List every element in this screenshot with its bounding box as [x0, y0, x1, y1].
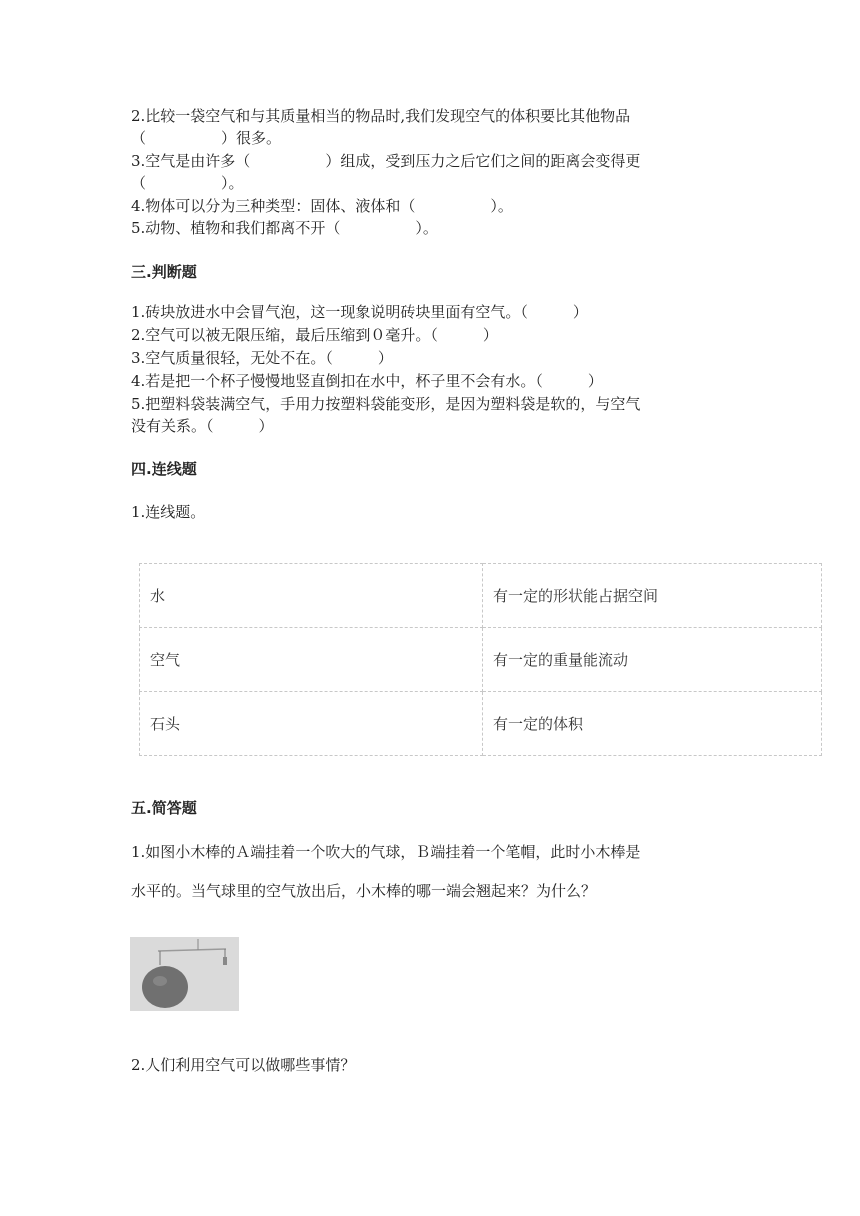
balloon-photo [130, 937, 239, 1011]
short-answer-q2: 2.人们利用空气可以做哪些事情？ [131, 1056, 356, 1074]
table-row [140, 628, 822, 692]
judge-q5-line2: 没有关系。（ ） [131, 417, 274, 435]
matching-left-cell: 水 [140, 564, 483, 628]
judge-q1: 1.砖块放进水中会冒气泡，这一现象说明砖块里面有空气。（ ） [131, 303, 588, 321]
short-answer-q1-line1: 1.如图小木棒的Ａ端挂着一个吹大的气球，Ｂ端挂着一个笔帽，此时小木棒是 [131, 843, 641, 861]
matching-left-cell: 石头 [140, 692, 483, 756]
table-row [140, 692, 822, 756]
q4-text: 4.物体可以分为三种类型：固体、液体和（ ）。 [131, 197, 513, 215]
q3-text-line1: 3.空气是由许多（ ）组成，受到压力之后它们之间的距离会变得更 [131, 152, 641, 170]
q3-text-line2: （ ）。 [131, 174, 244, 192]
judge-q4: 4.若是把一个杯子慢慢地竖直倒扣在水中，杯子里不会有水。（ ） [131, 372, 603, 390]
judge-q3: 3.空气质量很轻，无处不在。（ ） [131, 349, 393, 367]
matching-q1: 1.连线题。 [131, 503, 206, 521]
q2-text-line2: （ ）很多。 [131, 129, 282, 147]
judge-q2: 2.空气可以被无限压缩，最后压缩到０毫升。（ ） [131, 326, 498, 344]
matching-right-cell: 有一定的体积 [483, 692, 822, 756]
matching-left-cell: 空气 [140, 628, 483, 692]
q5-text: 5.动物、植物和我们都离不开（ ）。 [131, 219, 438, 237]
section-heading-judge: 三.判断题 [131, 263, 197, 281]
matching-right-cell: 有一定的形状能占据空间 [483, 564, 822, 628]
short-answer-q1-line2: 水平的。当气球里的空气放出后，小木棒的哪一端会翘起来？为什么？ [131, 882, 597, 900]
table-row [140, 564, 822, 628]
q2-text-line1: 2.比较一袋空气和与其质量相当的物品时,我们发现空气的体积要比其他物品 [131, 107, 631, 125]
matching-table [139, 563, 822, 756]
matching-right-cell: 有一定的重量能流动 [483, 628, 822, 692]
section-heading-matching: 四.连线题 [131, 460, 197, 478]
section-heading-short-answer: 五.简答题 [131, 799, 197, 817]
judge-q5-line1: 5.把塑料袋装满空气，手用力按塑料袋能变形，是因为塑料袋是软的，与空气 [131, 395, 641, 413]
